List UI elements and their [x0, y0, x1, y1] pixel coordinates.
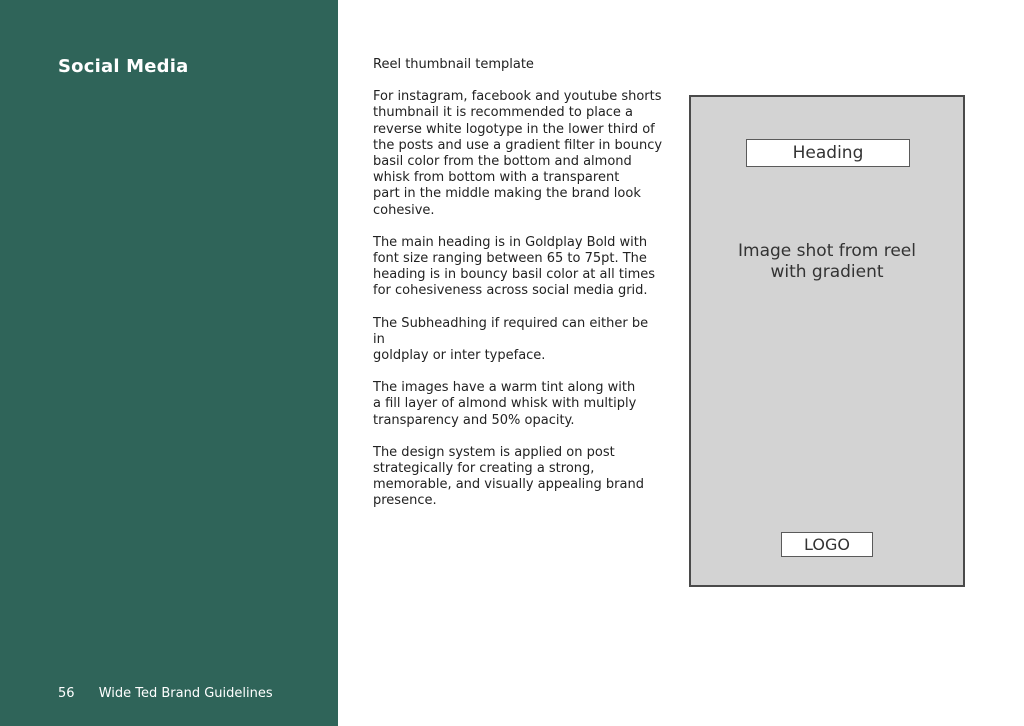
paragraph-thumbnail-guidance: For instagram, facebook and youtube shorts thumbnail it is recommended to place a reverse white logotype in the lower third of the posts and use a gradient filter in bouncy basil color from the bottom and almond whisk from bottom with a transparent part in the middle making the brand look cohesive. [373, 89, 663, 218]
page-number: 56 [58, 686, 75, 701]
document-title: Wide Ted Brand Guidelines [98, 686, 273, 701]
paragraph-main-heading: The main heading is in Goldplay Bold with font size ranging between 65 to 75pt. The heading is in bouncy basil color at all times for cohesiveness across social media grid. [373, 234, 656, 299]
mockup-image-placeholder: Image shot from reel with gradient [738, 241, 916, 282]
page-footer [58, 686, 273, 701]
mockup-logo-box: LOGO [781, 532, 873, 557]
content-subtitle: Reel thumbnail template [373, 57, 534, 72]
paragraph-design-system: The design system is applied on post strategically for creating a strong, memorable, and visually appealing brand presence. [373, 444, 644, 509]
reel-thumbnail-mockup [689, 95, 965, 587]
section-title: Social Media [58, 56, 189, 77]
paragraph-subheading: The Subheadhing if required can either be in goldplay or inter typeface. [373, 315, 649, 364]
content-column [373, 57, 663, 526]
paragraph-images: The images have a warm tint along with a fill layer of almond whisk with multiply transparency and 50% opacity. [373, 380, 637, 428]
mockup-heading-box: Heading [746, 139, 910, 167]
sidebar [0, 0, 338, 726]
